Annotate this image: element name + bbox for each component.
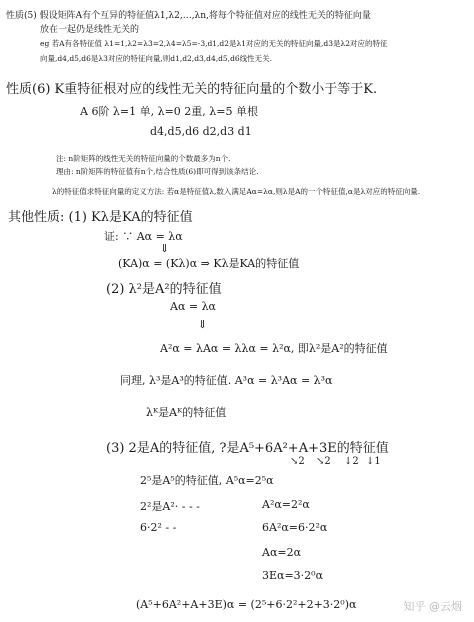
derivation-line-2a: 2²是A²· - - - xyxy=(140,500,200,513)
note-line: 注: n阶矩阵的线性无关的特征向量的个数最多为n个. xyxy=(56,154,231,163)
other-properties-heading: 其他性质: (1) Kλ是KA的特征值 xyxy=(8,210,193,225)
power-k-line: λᴷ是Aᴷ的特征值 xyxy=(146,406,227,419)
example-line-2: 向量,d4,d5,d6是λ3对应的特征向量,则d1,d2,d3,d4,d5,d6线性无关. xyxy=(40,54,273,63)
derivation-line-5: 3Eα=3·2⁰α xyxy=(262,569,324,582)
annotation-arrow-1: ↘2 xyxy=(290,456,305,467)
down-arrow-1: ⇓ xyxy=(160,242,170,255)
derivation-line-2b: A²α=2²α xyxy=(262,498,310,511)
annotation-arrow-3: ↓2 xyxy=(344,456,359,467)
down-arrow-2: ⇓ xyxy=(198,318,208,331)
derivation-line-1: 2⁵是A⁵的特征值, A⁵α=2⁵α xyxy=(140,474,274,487)
property3-heading: (3) 2是A的特征值, ?是A⁵+6A²+A+3E的特征值 xyxy=(106,441,389,456)
property2-line-2: A²α = λAα = λλα = λ²α, 即λ²是A²的特征值 xyxy=(160,342,388,355)
similar-line: 同理, λ³是A³的特征值. A³α = λ³Aα = λ³α xyxy=(120,374,333,387)
property2-line-1: Aα = λα xyxy=(170,300,216,313)
derivation-line-3a: 6·2² - - xyxy=(140,521,177,534)
derivation-line-3b: 6A²α=6·2²α xyxy=(262,521,328,534)
annotation-arrow-4: ↓1 xyxy=(366,456,381,467)
proof-line-2: (KA)α = (Kλ)α ⇒ Kλ是KA的特征值 xyxy=(118,257,300,270)
example-line-1: eg 若A有各特征值 λ1=1,λ2=λ3=2,λ4=λ5=-3,d1,d2是λ1对应的无关的特征向量,d3是λ2对应的特征 xyxy=(40,39,388,48)
definition-line: λ的特征值求特征向量的定义方法: 若α是特征值λ,数入满足Aα=λα,则λ是A的一个特征值,α是λ对应的特征向量. xyxy=(52,187,421,196)
watermark-text: 知乎 @云烟 xyxy=(403,600,462,613)
proof-line-1: 证: ∵ Aα = λα xyxy=(104,230,183,243)
property5-continuation: 放在一起仍是线性无关的 xyxy=(40,25,140,35)
derivation-line-4: Aα=2α xyxy=(262,546,302,559)
example-order-line: A 6阶 λ=1 单, λ=0 2重, λ=5 单根 xyxy=(80,105,258,118)
property6-statement: 性质(6) K重特征根对应的线性无关的特征向量的个数小于等于K. xyxy=(6,82,378,97)
annotation-arrow-2: ↘2 xyxy=(316,456,331,467)
final-equation: (A⁵+6A²+A+3E)α = (2⁵+6·2²+2+3·2⁰)α xyxy=(136,598,357,611)
property5-statement: 性质(5) 假设矩阵A有个互异的特征值λ1,λ2,…,λn,将每个特征值对应的线性无关的特征向量 xyxy=(6,11,371,21)
reason-line: 理由: n阶矩阵的特征值有n个,结合性质(6)即可得到该条结论. xyxy=(56,167,259,176)
property2-heading: (2) λ²是A²的特征值 xyxy=(106,282,222,297)
example-vectors-line: d4,d5,d6 d2,d3 d1 xyxy=(150,125,252,138)
